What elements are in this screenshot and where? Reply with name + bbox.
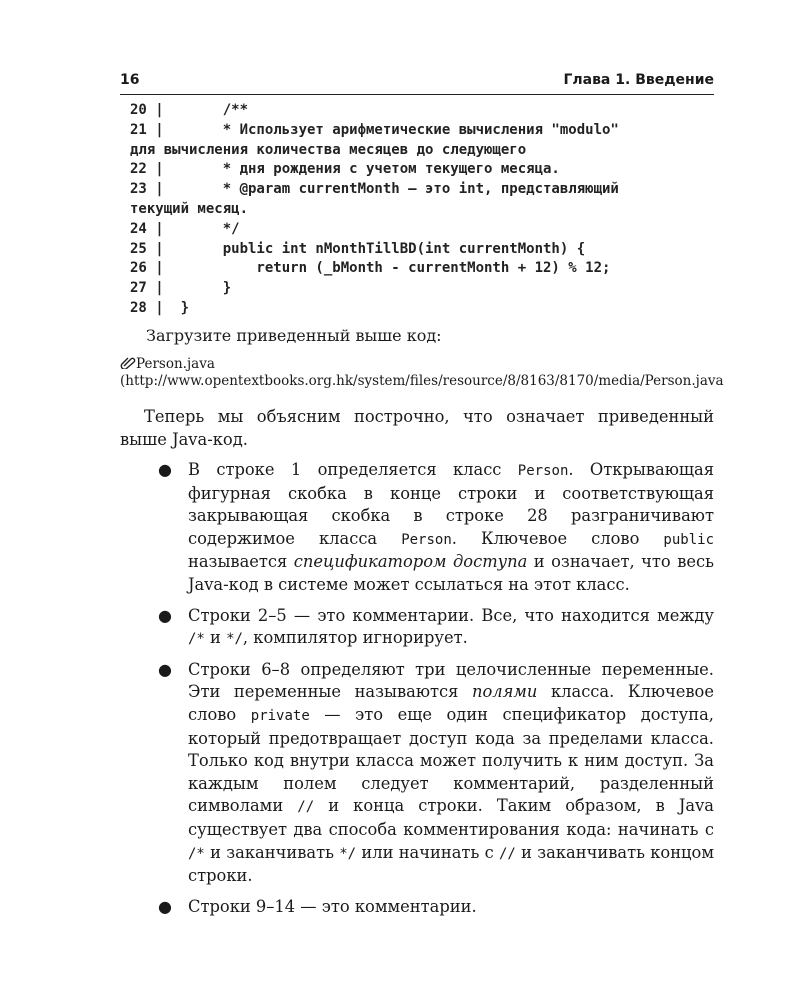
bullet-dot: ● — [158, 605, 172, 625]
list-item: ● Строки 9–14 — это комментарии. — [120, 896, 714, 919]
code-line: 22 | * дня рождения с учетом текущего месяца. — [130, 161, 560, 178]
chapter-title: Глава 1. Введение — [563, 72, 714, 88]
inline-code: /* — [188, 845, 205, 862]
explanation-list — [120, 459, 714, 926]
code-line: 25 | public int nMonthTillBD(int currentMonth) { — [130, 240, 586, 257]
inline-code: public — [663, 531, 714, 548]
link-text[interactable]: Person.java (http://www.opentextbooks.org.hk/system/files/resource/8/8163/8170/media/Person.java — [120, 356, 724, 389]
list-item: ● В строке 1 определяется класс Person. Открывающая фигурная скобка в конце строки и соответствующая закрывающая скобка в строке 28 разграничивают содержимое класса Person. Ключевое слово public называется спецификатором доступа и означает, что весь Java-код в системе может ссылаться на этот класс. — [158, 460, 714, 594]
download-caption: Загрузите приведенный выше код: — [146, 326, 442, 345]
download-link[interactable] — [120, 356, 724, 390]
inline-code: Person — [517, 463, 569, 479]
page-number: 16 — [120, 72, 140, 88]
code-line: 26 | return (_bMonth - currentMonth + 12) % 12; — [130, 260, 611, 277]
code-line: 20 | /** — [130, 102, 249, 118]
inline-code: */ — [226, 631, 243, 648]
bullet-dot: ● — [158, 659, 172, 679]
emphasis: полями — [471, 682, 538, 702]
code-line: 27 | } — [130, 280, 232, 297]
page-header — [120, 72, 714, 95]
inline-code: // — [498, 845, 516, 862]
code-line: 23 | * @param currentMonth — это int, представляющий — [130, 181, 619, 198]
code-line: 28 | } — [130, 299, 190, 316]
inline-code: Person — [401, 531, 452, 548]
bullet-dot: ● — [158, 460, 172, 479]
emphasis: спецификатором доступа — [293, 552, 528, 572]
list-item: ● Строки 2–5 — это комментарии. Все, что находится между /* и */, компилятор игнорирует. — [158, 605, 714, 648]
inline-code: */ — [339, 845, 357, 862]
list-item: ● Строки 6–8 определяют три целочисленные переменные. Эти переменные называются полями класса. Ключевое слово private — это еще один спецификатор доступа, который предотвращает доступ кода за пределами класса. Только код внутри класса может получить к ним доступ. За каждым полем следует комментарий, разделенный символами // и конца строки. Таким образом, в Java существует два способа комментирования кода: начинать с /* и заканчивать */ или начинать с // и заканчивать концом строки. — [158, 659, 714, 886]
code-line: для вычисления количества месяцев до следующего — [130, 141, 527, 158]
inline-code: // — [297, 799, 315, 816]
code-listing — [130, 101, 720, 319]
inline-code: /* — [188, 631, 205, 648]
code-line: 21 | * Использует арифметические вычисления "modulo" — [130, 121, 619, 138]
code-line: текущий месяц. — [130, 200, 249, 217]
intro-paragraph: Теперь мы объясним построчно, что означает приведенный выше Java-код. — [120, 407, 714, 449]
inline-code: private — [250, 707, 310, 724]
paperclip-icon — [120, 357, 136, 369]
bullet-dot: ● — [158, 896, 172, 916]
code-line: 24 | */ — [130, 220, 240, 237]
